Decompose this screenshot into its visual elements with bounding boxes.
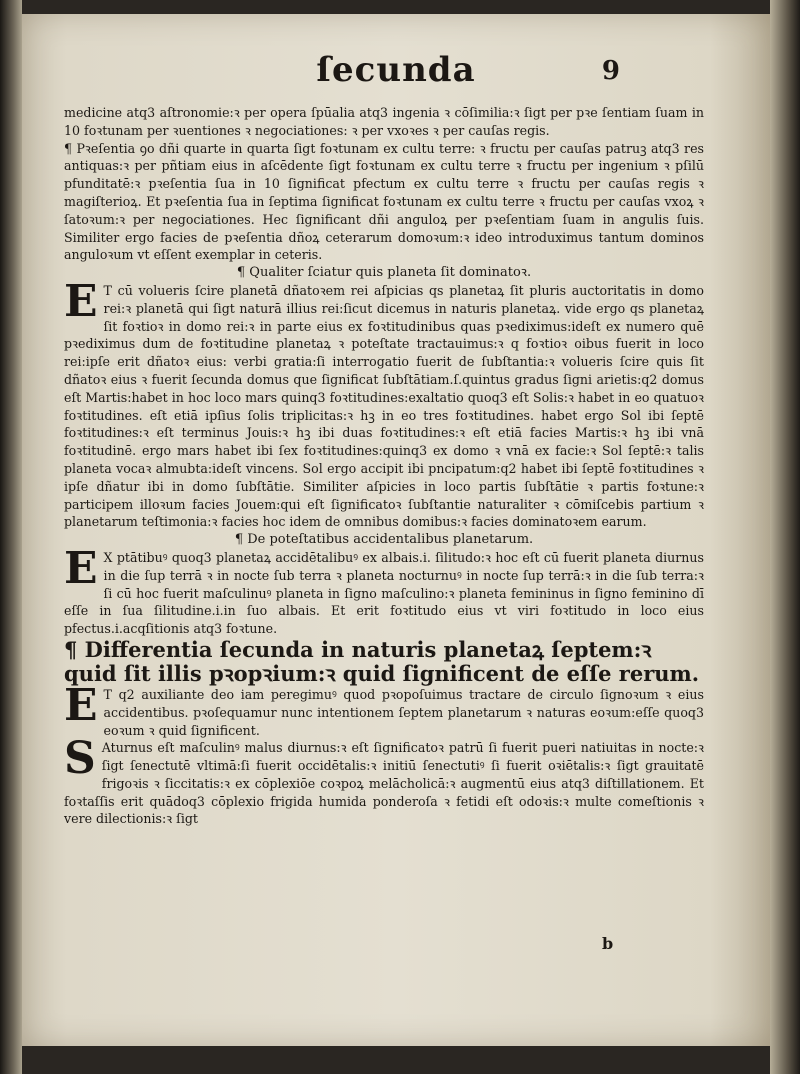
initial-letter: S xyxy=(64,733,96,785)
initial-letter: E xyxy=(64,679,98,731)
section-dominator xyxy=(64,275,704,531)
page xyxy=(22,14,770,1046)
section-planets-intro-text: T q2 auxiliante deo iam peregimuꝰ quod pꝛopoſuimus tractare de circulo ſignoꝛum ꝛ eius accidentibus. pꝛoſequamur nunc intentionem ſeptem planetarum ꝛ naturas eoꝛum:eſſe quoq3 eoꝛum ꝛ quid ſignificent. xyxy=(103,686,704,738)
paragraph-2: ¶ Pꝛeſentia ꝯo dñi quarte in quarta ſigt foꝛtunam ex cultu terre: ꝛ fructu per cauſas patruꝫ atq3 res antiquas:ꝛ per pñtiam eius in aſcēdente ſigt foꝛtunam ex cultu terre ꝛ fructu per ingenium ꝛ pſilū pfunditatē:ꝛ pꝛeſentia ſua in 10 ſignificat pfectum ex cultu terre ꝛ fructu per cauſas regis ꝛ magiſterioꝝ. Et pꝛeſentia ſua in ſeptima ſignificat foꝛtunam ex cultu terre ꝛ fructu per cauſas vxoꝝ ꝛ ſatoꝛum:ꝛ per negociationes. Hec ſignificant dñi anguloꝝ per pꝛeſentiam ſuam in angulis ſuis. Similiter ergo facies de pꝛeſentia dñoꝝ ceterarum domoꝛum:ꝛ ideo introduximus tantum dominos anguloꝛum vt eſſent exemplar in ceteris. xyxy=(64,140,704,263)
signature-mark: b xyxy=(602,934,614,953)
section-saturn xyxy=(64,733,704,828)
initial-letter: E xyxy=(64,542,98,594)
section-saturn-text: Aturnus eſt maſculinꝰ malus diurnus:ꝛ eſt ſignificatoꝛ patrū ſi fuerit pueri natiuitas in nocte:ꝛ ſigt ſenectutē vltimā:ſi fuerit occidētalis:ꝛ initiū ſenectutiꝰ ſi fuerit oꝛiētalis:ꝛ ſigt grauitatē frigoꝛis ꝛ ſiccitatis:ꝛ ex cōplexiōe coꝛpoꝝ melācholicā:ꝛ augmentū eius atq3 diſtillationem. Et foꝛtaſſis erit quādoq3 cōplexio frigida humida ponderoſa ꝛ fetidi eſt odoꝛis:ꝛ multe comeſtionis ꝛ vere dilectionis:ꝛ ſigt xyxy=(64,740,704,827)
section-dominator-text: T cū volueris ſcire planetā dñatoꝛem rei aſpicias qs planetaꝝ ſit pluris auctoritatis in domo rei:ꝛ planetā qui ſigt naturā illius rei:ſicut dicemus in naturis planetaꝝ. vide ergo qs planetaꝝ ſit foꝛtioꝛ in domo rei:ꝛ in parte eius ex foꝛtitudinibus quas pꝛediximus:ideſt ex numero quē pꝛediximus dum de foꝛtitudine planetaꝝ ꝛ poteſtate tractauimus:ꝛ q foꝛtioꝛ oibus fuerit in loco rei:ipſe erit dñatoꝛ eius: verbi gratia:ſi interrogatio fuerit de ſubſtantia:ꝛ volueris ſcire quis ſit dñatoꝛ eius ꝛ fuerit ſecunda domus que ſignificat ſubſtātiam.ſ.quintus gradus ſigni arietis:q2 domus eſt Martis:habet in hoc loco mars quinq3 foꝛtitudines:exaltatio quoq3 eſt Solis:ꝛ habet in eo quatuoꝛ foꝛtitudines. eſt etiā ipſius ſolis triplicitas:ꝛ hꝫ in eo tres foꝛtitudines. habet ergo Sol ibi ſeptē foꝛtitudines:ꝛ eſt terminus Jouis:ꝛ hꝫ ibi duas foꝛtitudines:ꝛ eſt etiā facies Martis:ꝛ hꝫ ibi vnā foꝛtitudinē. ergo mars habet ibi ſex foꝛtitudines:quinq3 ex domo ꝛ vnā ex facie:ꝛ Sol ſeptē:ꝛ talis planeta vocaꝛ almubta:ideſt vincens. Sol ergo accipit ibi pncipatum:q2 habet ibi ſeptē foꝛtitudines ꝛ ipſe dñatur ibi in domo ſubſtātie. Similiter aſpicies in loco partis ſubſtātie ꝛ partis foꝛtune:ꝛ participem illoꝛum facies Jouem:qui eſt ſignificatoꝛ ſubſtantie naturaliter ꝛ cōmiſcebis partium ꝛ planetarum teſtimonia:ꝛ facies hoc idem de omnibus domibus:ꝛ facies dominatoꝛem earum. xyxy=(64,282,704,530)
page-header xyxy=(22,50,770,90)
book-edge-right xyxy=(770,0,800,1074)
subheading-dominator: ¶ Qualiter ſciatur quis planeta ſit dominatoꝛ. xyxy=(236,265,532,281)
section-accidental xyxy=(64,542,704,638)
running-title: ſecunda xyxy=(316,50,476,90)
section-accidental-text: X ptātibuꝰ quoq3 planetaꝝ accidētalibuꝰ ex albais.i. ſilitudo:ꝛ hoc eſt cū fuerit planeta diurnus in die ſup terrā ꝛ in nocte ſub terra ꝛ planeta nocturnuꝰ in nocte ſup terrā:ꝛ in die ſub terra:ꝛ ſi cū hoc fuerit maſculinuꝰ planeta in ſigno maſculino:ꝛ planeta femininus in ſigno feminino dī eſſe in ſua ſilitudine.i.in ſuo albais. Et erit foꝛtitudo eius vt viri foꝛtitudo in loco eius pfectus.i.acqſitionis atq3 foꝛtune. xyxy=(64,549,704,637)
section-planets-intro xyxy=(64,679,704,739)
folio-number: 9 xyxy=(601,56,620,86)
paragraph-1: medicine atq3 aſtronomie:ꝛ per opera ſpūalia atq3 ingenia ꝛ cōſimilia:ꝛ ſigt per pꝛe ſentiam ſuam in 10 foꝛtunam per ꝛuentiones ꝛ negociationes: ꝛ per vxoꝛes ꝛ per cauſas regis. xyxy=(64,105,704,138)
subheading-accidental-powers: ¶ De poteſtatibus accidentalibus planetarum. xyxy=(234,532,534,548)
text-block xyxy=(64,104,704,828)
section-title: ¶ Differentia ſecunda in naturis planetaꝝ ſeptem:ꝛ quid ſit illis pꝛopꝛium:ꝛ quid ſignificent de eſſe rerum. xyxy=(64,636,700,686)
book-gutter-left xyxy=(0,0,22,1074)
initial-letter: E xyxy=(64,275,98,327)
